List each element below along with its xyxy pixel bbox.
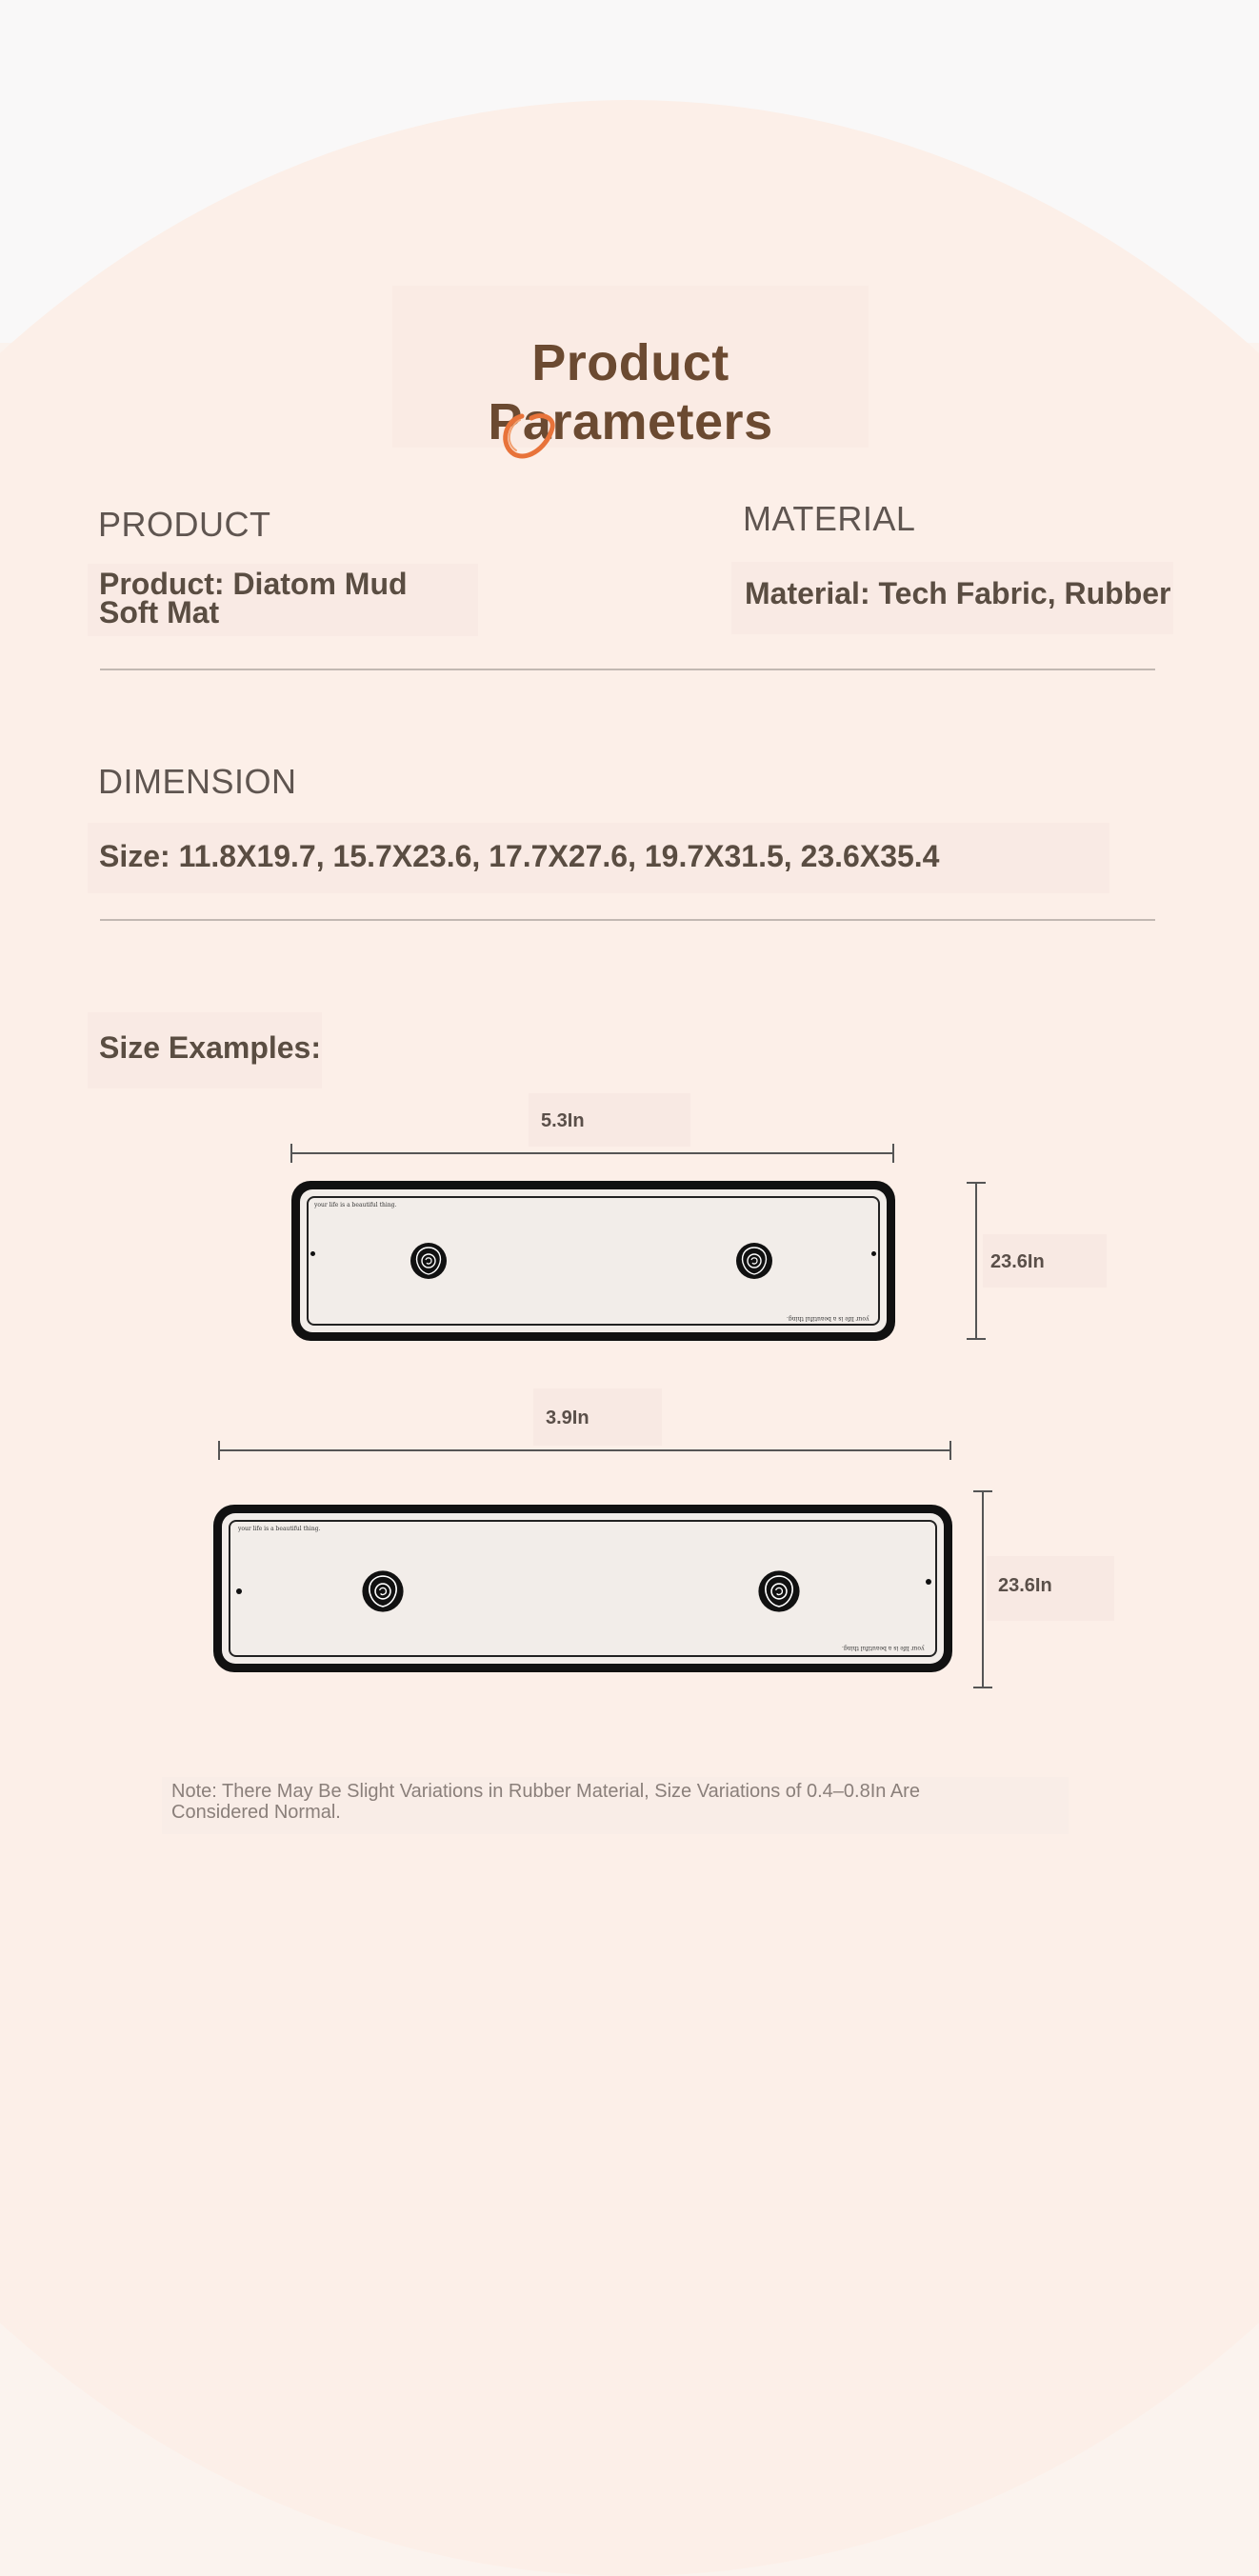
product-value-line2: Soft Mat: [99, 595, 220, 629]
mat2-width-label: 3.9In: [546, 1408, 590, 1428]
dimension-label: DIMENSION: [98, 762, 297, 801]
product-value-line1: Product: Diatom Mud: [99, 567, 408, 601]
mat2-dot-right: [926, 1579, 931, 1585]
mat2-dot-left: [236, 1588, 242, 1594]
product-label: PRODUCT: [98, 505, 271, 544]
material-value: Material: Tech Fabric, Rubber: [745, 576, 1171, 610]
dimension-value-box: [88, 823, 1109, 893]
note-text: Note: There May Be Slight Variations in Rubber Material, Size Variations of 0.4–0.8In Are Considered Normal.: [171, 1781, 920, 1823]
divider-1: [100, 669, 1155, 670]
material-value-box: [731, 562, 1173, 634]
mat2-print-bottom: your life is a beautiful thing.: [841, 1645, 924, 1651]
size-examples-box: [88, 1012, 322, 1088]
page-title: Product Parameters: [488, 334, 773, 450]
material-label: MATERIAL: [743, 499, 916, 538]
mat1-width-arrow: [286, 1139, 899, 1168]
mat1-print-bottom: your life is a beautiful thing.: [786, 1315, 869, 1322]
product-value-box: [88, 564, 478, 636]
mat2-print-top: your life is a beautiful thing.: [238, 1526, 321, 1532]
swirl-accent-icon: [493, 407, 560, 464]
size-examples-heading: Size Examples:: [99, 1030, 321, 1065]
mat1-height-label: 23.6In: [990, 1251, 1045, 1272]
divider-2: [100, 919, 1155, 921]
mat2-flower-icon-left: [360, 1568, 406, 1615]
mat1-width-label: 5.3In: [541, 1110, 585, 1131]
note-box: [162, 1777, 1069, 1834]
mat2-illustration: [213, 1505, 952, 1672]
mat2-width-arrow: [213, 1436, 956, 1465]
mat1-dot-right: [871, 1251, 876, 1256]
title-panel: [392, 286, 869, 448]
mat1-flower-icon-left: [410, 1240, 448, 1282]
mat1-print-top: your life is a beautiful thing.: [314, 1202, 397, 1208]
mat2-flower-icon-right: [756, 1568, 802, 1615]
mat1-flower-icon-right: [735, 1240, 773, 1282]
mat1-dot-left: [310, 1251, 315, 1256]
mat2-height-label: 23.6In: [998, 1575, 1052, 1596]
mat1-illustration: [291, 1181, 895, 1341]
dimension-value: Size: 11.8X19.7, 15.7X23.6, 17.7X27.6, 19.7X31.5, 23.6X35.4: [99, 839, 940, 873]
